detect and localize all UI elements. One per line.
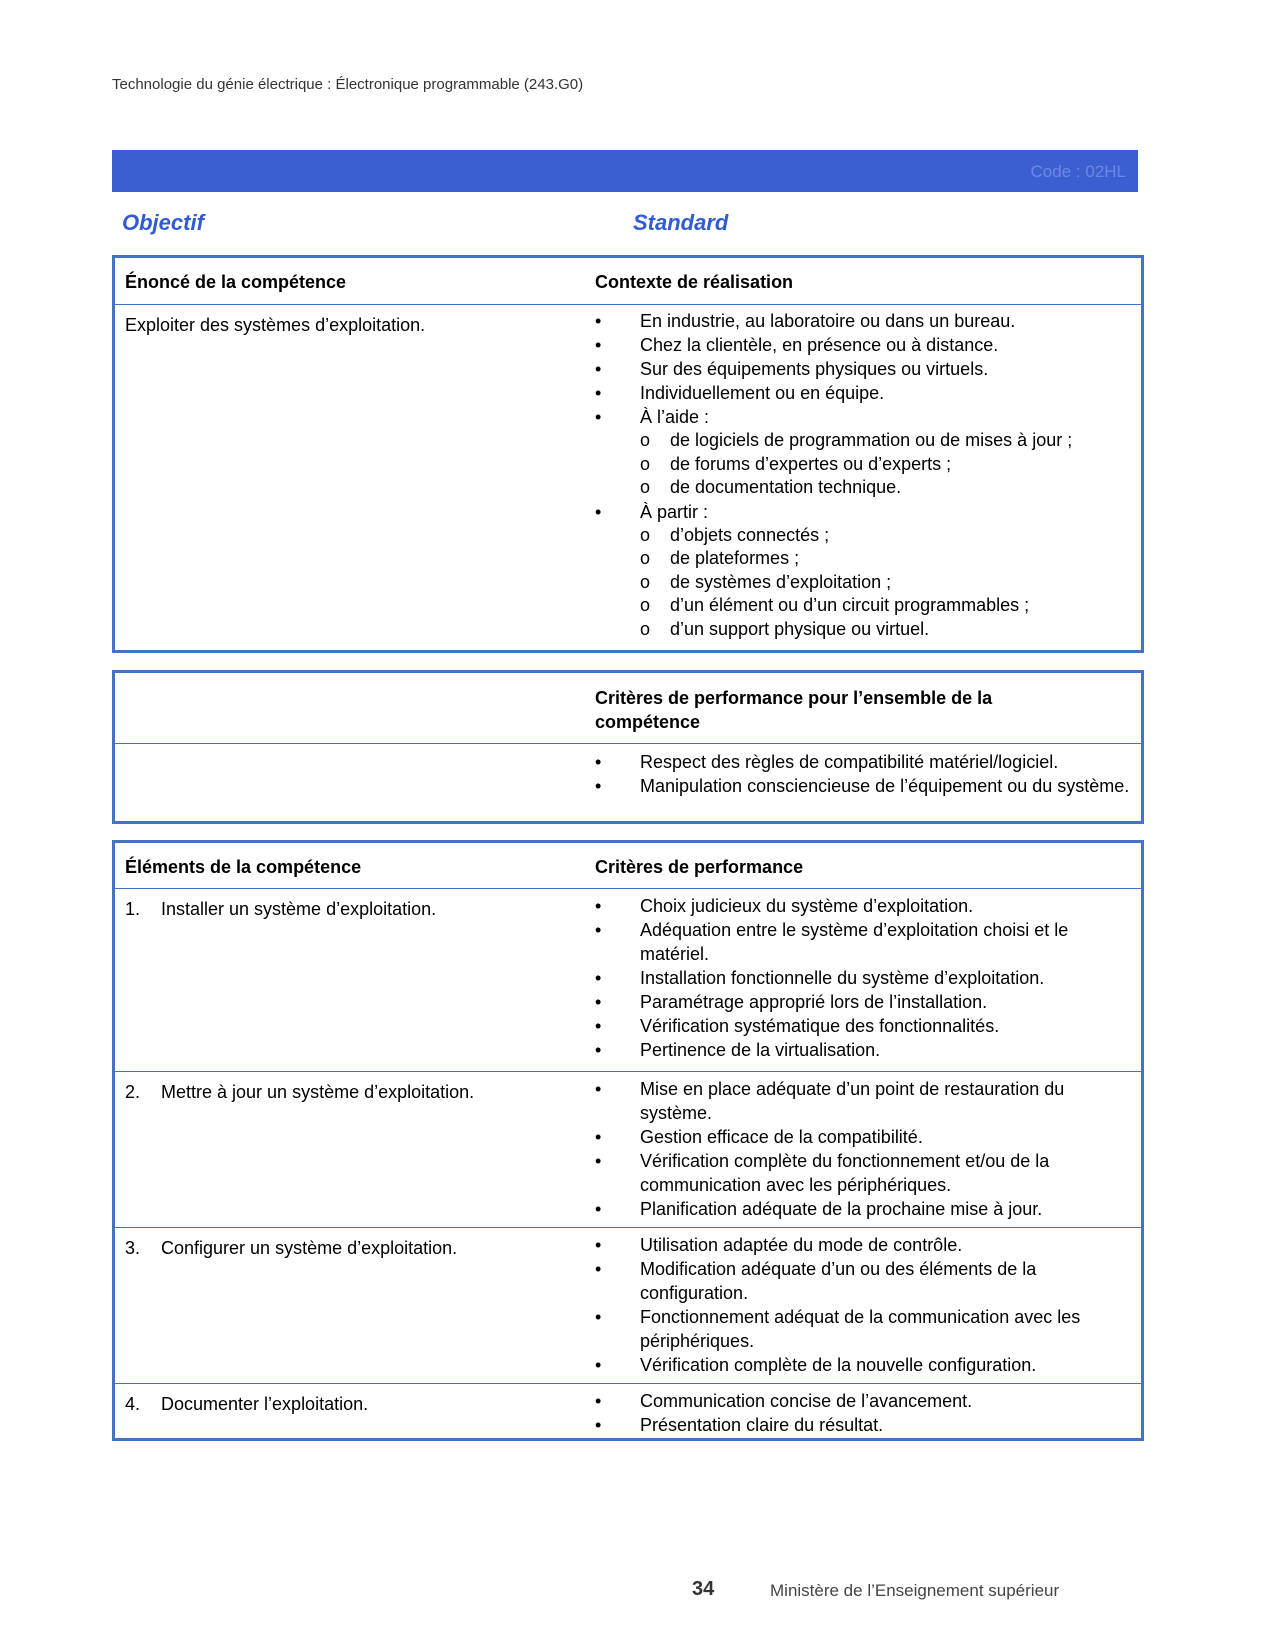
code-label: Code : (1030, 162, 1081, 181)
sub-list-item: o d’un support physique ou virtuel. (595, 618, 1140, 642)
list-item: • Installation fonctionnelle du système d’exploitation. (595, 966, 1140, 990)
element-text: Installer un système d’exploitation. (161, 899, 437, 919)
statement-heading: Énoncé de la compétence (125, 272, 347, 292)
list-item: • Communication concise de l’avancement. (595, 1389, 1140, 1413)
list-item: • Fonctionnement adéquat de la communication avec les périphériques. (595, 1305, 1140, 1353)
code-value: 02HL (1085, 162, 1126, 181)
context-heading: Contexte de réalisation (595, 272, 794, 292)
element-number: 2. (125, 1082, 141, 1102)
list-item: • Gestion efficace de la compatibilité. (595, 1125, 1140, 1149)
context-list (595, 309, 1140, 641)
table-row (115, 888, 1141, 1071)
table-row (115, 1383, 1141, 1438)
list-item: • Adéquation entre le système d’exploitation choisi et le matériel. (595, 918, 1140, 966)
sub-list-item: o de plateformes ; (595, 547, 1140, 571)
competence-statement: Exploiter des systèmes d’exploitation. (125, 315, 426, 335)
global-criteria-heading: Critères de performance pour l’ensemble de la compétence (595, 688, 993, 732)
criteria-list (595, 1233, 1140, 1377)
objective-heading: Objectif (122, 210, 204, 235)
criteria-list (595, 894, 1140, 1062)
list-item: • Présentation claire du résultat. (595, 1413, 1140, 1437)
list-item: • Individuellement ou en équipe. (595, 381, 1140, 405)
list-item: • Respect des règles de compatibilité matériel/logiciel. (595, 750, 1140, 774)
list-item: • Utilisation adaptée du mode de contrôle. (595, 1233, 1140, 1257)
running-title: Technologie du génie électrique : Électronique programmable (243.G0) (112, 76, 584, 93)
list-item: • Choix judicieux du système d’exploitation. (595, 894, 1140, 918)
sub-list-item: o de documentation technique. (595, 476, 1140, 500)
list-item: • Manipulation consciencieuse de l’équipement ou du système. (595, 774, 1140, 798)
list-item: • Modification adéquate d’un ou des éléments de la configuration. (595, 1257, 1140, 1305)
sub-list-item: o de forums d’expertes ou d’experts ; (595, 453, 1140, 477)
list-item: • Vérification complète de la nouvelle configuration. (595, 1353, 1140, 1377)
list-item: • Planification adéquate de la prochaine mise à jour. (595, 1197, 1140, 1221)
global-criteria-body-row (115, 743, 1141, 821)
competence-table (112, 255, 1144, 653)
criteria-heading: Critères de performance (595, 857, 804, 877)
sub-list-item: o de systèmes d’exploitation ; (595, 571, 1140, 595)
element-label (125, 897, 575, 921)
competence-header-row (115, 258, 1141, 304)
list-item: • En industrie, au laboratoire ou dans un bureau. (595, 309, 1140, 333)
elements-heading: Éléments de la compétence (125, 857, 362, 877)
page-number: 34 (692, 1578, 715, 1600)
sub-list-item: o d’objets connectés ; (595, 524, 1140, 548)
element-number: 1. (125, 899, 141, 919)
element-text: Mettre à jour un système d’exploitation. (161, 1082, 475, 1102)
global-criteria-list (595, 750, 1140, 798)
table-row (115, 1227, 1141, 1383)
element-text: Documenter l’exploitation. (161, 1394, 369, 1414)
sub-list-item: o d’un élément ou d’un circuit programmables ; (595, 594, 1140, 618)
list-item: • À l’aide : (595, 405, 1140, 429)
criteria-list (595, 1077, 1140, 1221)
element-label (125, 1080, 575, 1104)
element-number: 4. (125, 1394, 141, 1414)
element-label (125, 1236, 575, 1260)
global-criteria-table (112, 670, 1144, 824)
list-item: • Paramétrage approprié lors de l’installation. (595, 990, 1140, 1014)
element-number: 3. (125, 1238, 141, 1258)
code-indicator (1031, 162, 1126, 182)
list-item: • Chez la clientèle, en présence ou à distance. (595, 333, 1140, 357)
list-item: • Vérification systématique des fonctionnalités. (595, 1014, 1140, 1038)
footer-ministry: Ministère de l’Enseignement supérieur (770, 1581, 1060, 1600)
code-band (112, 150, 1138, 192)
list-item: • Mise en place adéquate d’un point de restauration du système. (595, 1077, 1140, 1125)
list-item: • Sur des équipements physiques ou virtuels. (595, 357, 1140, 381)
criteria-list (595, 1389, 1140, 1437)
list-item: • À partir : (595, 500, 1140, 524)
list-item: • Pertinence de la virtualisation. (595, 1038, 1140, 1062)
competence-body-row (115, 304, 1141, 650)
sub-list-item: o de logiciels de programmation ou de mises à jour ; (595, 429, 1140, 453)
elements-header-row (115, 843, 1141, 888)
table-row (115, 1071, 1141, 1227)
element-label (125, 1392, 575, 1416)
elements-table (112, 840, 1144, 1441)
element-text: Configurer un système d’exploitation. (161, 1238, 458, 1258)
standard-heading: Standard (633, 210, 729, 235)
global-criteria-header-row (115, 673, 1141, 743)
list-item: • Vérification complète du fonctionnement et/ou de la communication avec les périphériques. (595, 1149, 1140, 1197)
